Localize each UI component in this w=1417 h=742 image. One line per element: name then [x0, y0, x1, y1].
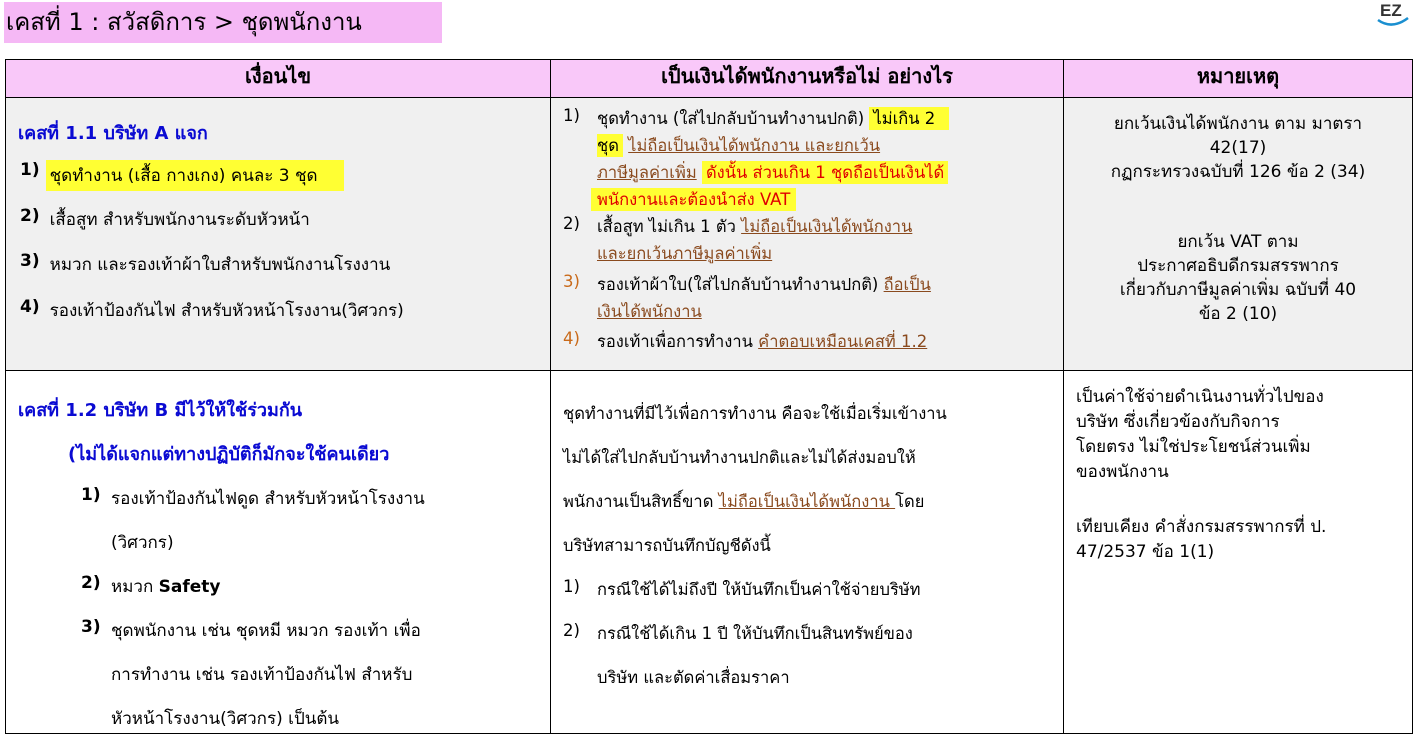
answer-text: ชุดทำงาน (ใส่ไปกลับบ้านทำงานปกติ): [597, 109, 870, 128]
note-line: ยกเว้น VAT ตาม: [1177, 232, 1299, 252]
list-item: [20, 160, 344, 191]
item-text-part: หมวก: [111, 577, 159, 597]
answer-number: 1): [563, 577, 580, 596]
case2-title: เคสที่ 1.2 บริษัท B มีไว้ให้ใช้ร่วมกัน: [18, 400, 303, 421]
answer-line: ไม่ได้ใส่ไปกลับบ้านทำงานปกติและไม่ได้ส่งมอบให้: [563, 448, 916, 467]
answer-underline: ถือเป็น: [883, 275, 931, 294]
item-text: การทำงาน เช่น รองเท้าป้องกันไฟ สำหรับ: [111, 665, 413, 685]
answer-text: รองเท้าเพื่อการทำงาน: [597, 332, 759, 351]
answer-line: [563, 489, 924, 515]
answer-text: โดย: [895, 492, 925, 511]
answer-2-line1: [597, 214, 912, 240]
welfare-table: [5, 59, 1413, 734]
answer-underline: ไม่ถือเป็นเงินได้พนักงาน: [718, 492, 896, 511]
answer-line: บริษัทสามารถบันทึกบัญชีดังนี้: [563, 536, 771, 555]
header-income: เป็นเงินได้พนักงานหรือไม่ อย่างไร: [551, 60, 1064, 98]
item-number: 1): [81, 485, 101, 505]
answer-underline: คำตอบเหมือนเคสที่ 1.2: [758, 332, 928, 351]
answer-line: บริษัท และตัดค่าเสื่อมราคา: [597, 668, 790, 687]
note-line: เป็นค่าใช้จ่ายดำเนินงานทั่วไปของ: [1076, 387, 1324, 407]
answer-1-line1: [597, 106, 949, 132]
case1-condition: [6, 98, 551, 371]
answer-3-line1: [597, 272, 931, 298]
list-item: [20, 297, 404, 324]
case2-note: [1064, 371, 1413, 734]
item-number: 2): [81, 573, 101, 593]
case2-subtitle: (ไม่ได้แจกแต่ทางปฏิบัติก็มักจะใช้คนเดียว: [68, 444, 390, 465]
answer-text: พนักงานเป็นสิทธิ์ขาด: [563, 492, 719, 511]
header-condition: เงื่อนไข: [6, 60, 551, 98]
answer-underline: ภาษีมูลค่าเพิ่ม: [597, 163, 697, 182]
answer-underline: ไม่ถือเป็นเงินได้พนักงาน: [741, 217, 913, 236]
item-number: 4): [20, 297, 40, 317]
note-line: ของพนักงาน: [1076, 462, 1169, 482]
note-line: ประกาศอธิบดีกรมสรรพากร: [1137, 256, 1339, 276]
note-line: 42(17): [1209, 138, 1267, 158]
item-text: ชุดพนักงาน เช่น ชุดหมี หมวก รองเท้า เพื่อ: [111, 621, 421, 641]
case2-answer: [551, 371, 1064, 734]
note-line: ยกเว้นเงินได้พนักงาน ตาม มาตรา: [1113, 114, 1363, 134]
note-line: เกี่ยวกับภาษีมูลค่าเพิ่ม ฉบับที่ 40: [1119, 280, 1357, 300]
answer-1-line4: [591, 187, 796, 213]
case2-condition: [6, 371, 551, 734]
note-line: เทียบเคียง คำสั่งกรมสรรพากรที่ ป.: [1076, 517, 1327, 537]
answer-text: รองเท้าผ้าใบ(ใส่ไปกลับบ้านทำงานปกติ): [597, 275, 884, 294]
answer-highlight: ชุด: [597, 134, 623, 157]
answer-text: เสื้อสูท ไม่เกิน 1 ตัว: [597, 217, 742, 236]
note-line: บริษัท ซึ่งเกี่ยวข้องกับกิจการ: [1076, 412, 1280, 432]
answer-number: 3): [563, 272, 580, 291]
item-text-bold: Safety: [158, 577, 221, 597]
item-text: ชุดทำงาน (เสื้อ กางเกง) คนละ 3 ชุด: [46, 160, 344, 191]
item-text: หมวก และรองเท้าผ้าใบสำหรับพนักงานโรงงาน: [49, 255, 391, 275]
answer-number: 4): [563, 329, 580, 348]
item-number: 2): [20, 206, 40, 226]
table-row: [6, 98, 1413, 371]
case1-note: [1064, 98, 1413, 371]
answer-4-line1: [597, 329, 927, 355]
answer-1-line2: [597, 133, 880, 159]
header-row: [6, 60, 1413, 98]
answer-underline: และยกเว้นภาษีมูลค่าเพิ่ม: [597, 244, 773, 263]
item-text: [111, 573, 221, 600]
answer-underline: ไม่ถือเป็นเงินได้พนักงาน และยกเว้น: [628, 136, 881, 155]
item-text: หัวหน้าโรงงาน(วิศวกร) เป็นต้น: [111, 709, 340, 729]
answer-2-line2: [597, 241, 772, 267]
answer-number: 2): [563, 214, 580, 233]
case1-title: เคสที่ 1.1 บริษัท A แจก: [18, 123, 208, 144]
item-text: รองเท้าป้องกันไฟดูด สำหรับหัวหน้าโรงงาน: [111, 489, 425, 509]
note-line: ข้อ 2 (10): [1198, 304, 1278, 324]
note-line: โดยตรง ไม่ใช่ประโยชน์ส่วนเพิ่ม: [1076, 437, 1311, 457]
logo-text: EZ: [1380, 1, 1402, 20]
answer-red-text: พนักงานและต้องนำส่ง VAT: [591, 188, 796, 211]
answer-3-line2: [597, 299, 702, 325]
note-line: 47/2537 ข้อ 1(1): [1076, 542, 1215, 562]
page-title: เคสที่ 1 : สวัสดิการ > ชุดพนักงาน: [4, 2, 442, 43]
case1-answer: [551, 98, 1064, 371]
table-row: [6, 371, 1413, 734]
answer-number: 2): [563, 621, 580, 640]
item-number: 3): [20, 251, 40, 271]
answer-highlight: ไม่เกิน 2: [869, 107, 949, 130]
answer-1-line3: [597, 160, 948, 186]
list-item: [20, 251, 390, 278]
item-number: 1): [20, 160, 40, 180]
answer-line: กรณีใช้ได้เกิน 1 ปี ให้บันทึกเป็นสินทรัพย์ของ: [597, 624, 913, 643]
item-number: 3): [81, 617, 101, 637]
answer-number: 1): [563, 106, 580, 125]
list-item: [20, 206, 310, 233]
item-text: รองเท้าป้องกันไฟ สำหรับหัวหน้าโรงงาน(วิศวกร): [49, 301, 404, 321]
item-text: เสื้อสูท สำหรับพนักงานระดับหัวหน้า: [49, 210, 310, 230]
note-line: กฏกระทรวงฉบับที่ 126 ข้อ 2 (34): [1110, 162, 1366, 182]
item-text: (วิศวกร): [111, 533, 174, 553]
answer-red-text: ดังนั้น ส่วนเกิน 1 ชุดถือเป็นเงินได้: [702, 161, 948, 184]
answer-line: ชุดทำงานที่มีไว้เพื่อการทำงาน คือจะใช้เมื่อเริ่มเข้างาน: [563, 404, 947, 423]
answer-line: กรณีใช้ได้ไม่ถึงปี ให้บันทึกเป็นค่าใช้จ่ายบริษัท: [597, 580, 921, 599]
header-note: หมายเหตุ: [1064, 60, 1413, 98]
ez-logo: [1372, 0, 1412, 30]
answer-underline: เงินได้พนักงาน: [597, 302, 702, 321]
